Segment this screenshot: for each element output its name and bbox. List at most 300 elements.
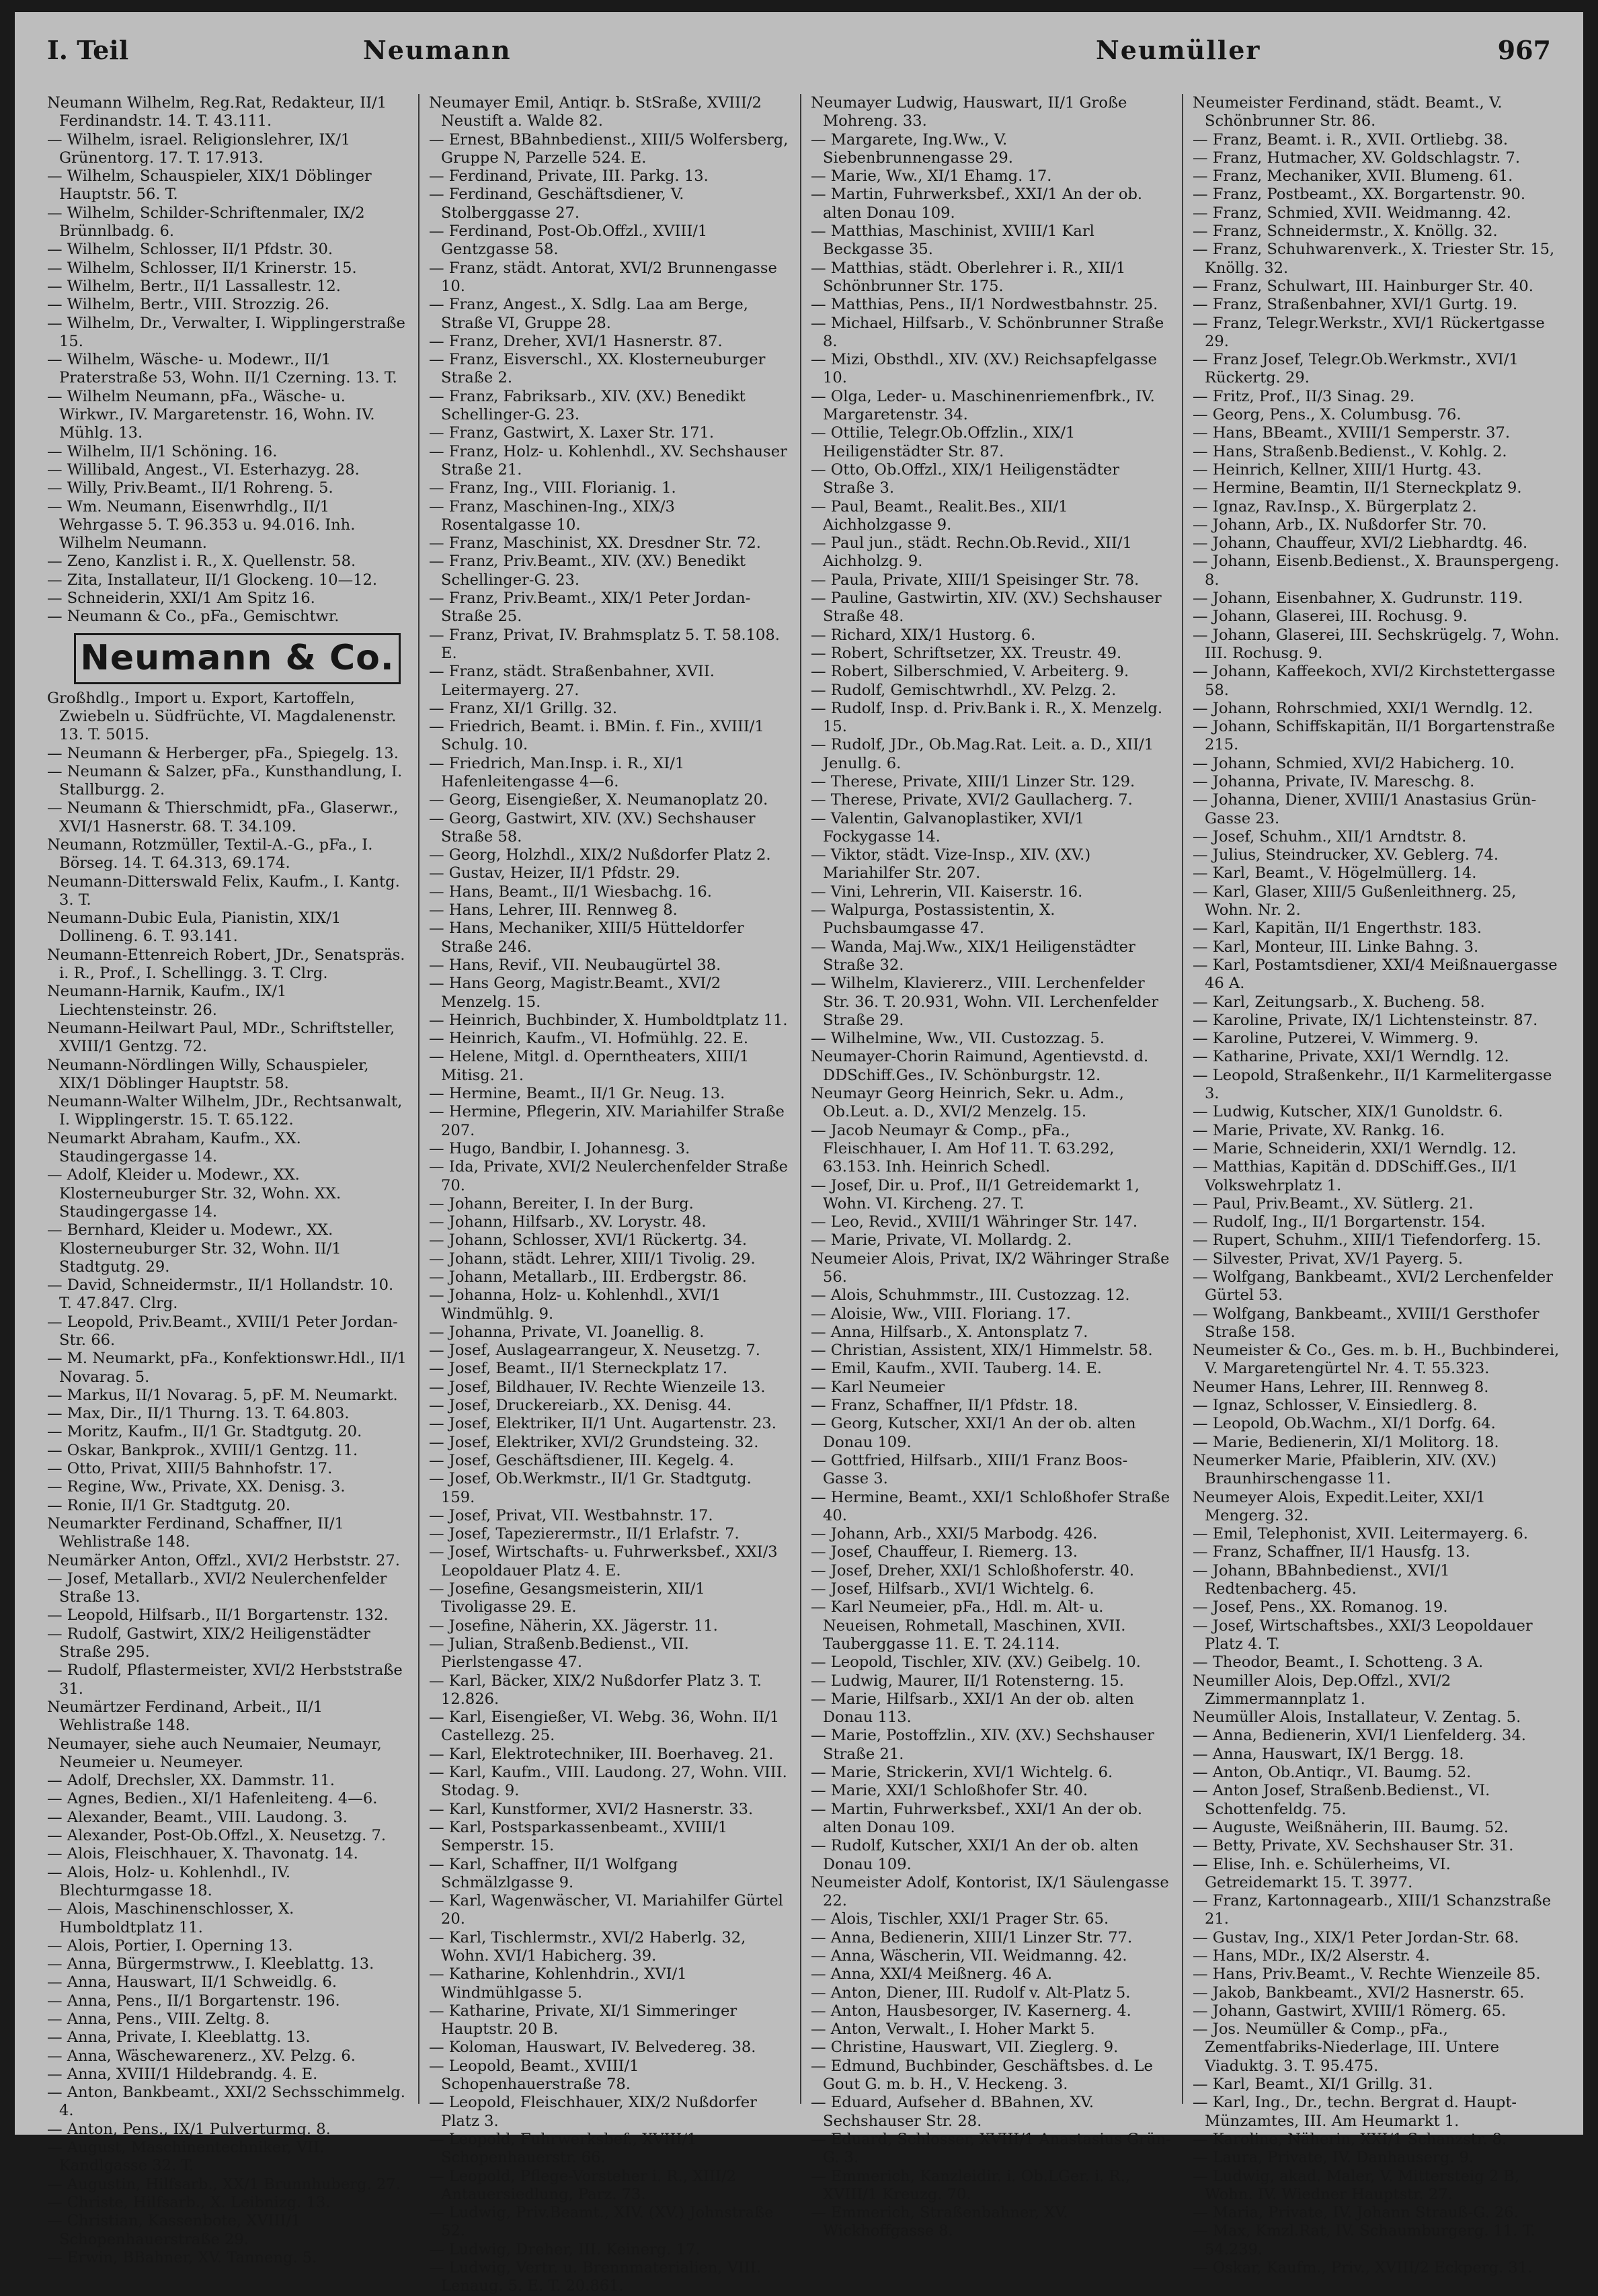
directory-entry: — Hermine, Beamt., XXI/1 Schloßhofer Straße 40. <box>811 1488 1170 1524</box>
directory-entry: — Ludwig, Dreher, III. Keinerg. 17. <box>429 2240 701 2258</box>
directory-entry: — Franz, Maschinist, XX. Dresdner Str. 72. <box>429 534 761 552</box>
directory-entry: — Johann, Glaserei, III. Rochusg. 9. <box>1193 608 1468 626</box>
directory-entry: — Theodor, Beamt., I. Schotteng. 3 A. <box>1193 1653 1484 1672</box>
directory-entry: — Willibald, Angest., VI. Esterhazyg. 28. <box>47 460 360 479</box>
directory-entry: — Anton, Ob.Antiqr., VI. Baumg. 52. <box>1193 1764 1472 1782</box>
directory-entry: — Franz, Ing., VIII. Florianig. 1. <box>429 479 676 497</box>
directory-entry: — Robert, Schriftsetzer, XX. Treustr. 49. <box>811 644 1122 662</box>
directory-entry: Neumeister & Co., Ges. m. b. H., Buchbinderei, V. Margaretengürtel Nr. 4. T. 55.323. <box>1193 1342 1560 1378</box>
directory-entry: — Vini, Lehrerin, VII. Kaiserstr. 16. <box>811 883 1083 901</box>
directory-entry: — Karl, Kapitän, II/1 Engerthstr. 183. <box>1193 919 1482 938</box>
directory-entry: — Marie, Schneiderin, XXI/1 Werndlg. 12. <box>1193 1139 1517 1157</box>
directory-entry: — Karl, Postamtsdiener, XXI/4 Meißnauergasse 46 A. <box>1193 956 1558 993</box>
directory-entry: — Martin, Fuhrwerksbef., XXI/1 An der ob. alten Donau 109. <box>811 186 1143 222</box>
directory-entry: Neumiller Alois, Dep.Offzl., XVI/2 Zimmermannplatz 1. <box>1193 1672 1451 1708</box>
directory-entry: — Josef, Bildhauer, IV. Rechte Wienzeile 13. <box>429 1378 766 1396</box>
directory-entry: — Zita, Installateur, II/1 Glockeng. 10—12. <box>47 571 378 589</box>
directory-entry: — Georg, Eisengießer, X. Neumanoplatz 20. <box>429 791 768 809</box>
directory-entry: — Josef, Tapezierermstr., II/1 Erlafstr. 7. <box>429 1525 740 1543</box>
directory-entry: — Karl, Bäcker, XIX/2 Nußdorfer Platz 3. T. 12.826. <box>429 1672 762 1708</box>
directory-entry: — Anna, Bedienerin, XVI/1 Lienfelderg. 34. <box>1193 1727 1526 1745</box>
directory-entry: — Alexander, Beamt., VIII. Laudong. 3. <box>47 1808 348 1826</box>
directory-entry: Neumann-Heilwart Paul, MDr., Schriftsteller, XVIII/1 Gentzg. 72. <box>47 1019 395 1056</box>
directory-entry: — Maria, Private, IV. Johann Strauß-G. 26. <box>1193 2204 1519 2222</box>
directory-entry: — Karl, Postsparkassenbeamt., XVIII/1 Semperstr. 15. <box>429 1818 728 1855</box>
directory-entry: — Hermine, Beamt., II/1 Gr. Neug. 13. <box>429 1085 725 1103</box>
directory-entry: — Marie, Private, VI. Mollardg. 2. <box>811 1231 1072 1249</box>
directory-entry: — Anton Josef, Straßenb.Bedienst., VI. Schottenfeldg. 75. <box>1193 1782 1490 1818</box>
directory-entry: — Ida, Private, XVI/2 Neulerchenfelder Straße 70. <box>429 1158 789 1194</box>
directory-entry: — Richard, XIX/1 Hustorg. 6. <box>811 626 1036 644</box>
directory-entry: — Franz, Schuhwarenverk., X. Triester Str. 15, Knöllg. 32. <box>1193 241 1555 277</box>
directory-entry: Neumann-Nördlingen Willy, Schauspieler, XIX/1 Döblinger Hauptstr. 58. <box>47 1056 369 1092</box>
directory-entry: — Ronie, II/1 Gr. Stadtgutg. 20. <box>47 1496 291 1514</box>
directory-entry: Neumeister Ferdinand, städt. Beamt., V. Schönbrunner Str. 86. <box>1193 94 1503 130</box>
directory-entry: — Jakob, Bankbeamt., XVI/2 Hasnerstr. 65. <box>1193 1983 1525 2002</box>
directory-entry: Neumeyer Alois, Expedit.Leiter, XXI/1 Mengerg. 32. <box>1193 1488 1486 1524</box>
directory-entry: — Josef, Wirtschaftsbes., XXI/3 Leopoldauer Platz 4. T. <box>1193 1616 1533 1653</box>
directory-entry: — Mizi, Obsthdl., XIV. (XV.) Reichsapfelgasse 10. <box>811 351 1158 387</box>
directory-entry: — Margarete, Ing.Ww., V. Siebenbrunnengasse 29. <box>811 130 1013 167</box>
column-3 <box>811 94 1171 2240</box>
directory-page <box>15 12 1583 2295</box>
directory-entry: — Koloman, Hauswart, IV. Belvedereg. 38. <box>429 2039 756 2057</box>
directory-entry: — Christian, Assistent, XIX/1 Himmelstr. 58. <box>811 1342 1153 1360</box>
directory-entry: — Wilhelm, Schlosser, II/1 Krinerstr. 15. <box>47 259 357 277</box>
directory-entry: — Regine, Ww., Private, XX. Denisg. 3. <box>47 1478 346 1496</box>
directory-entry: — Josefine, Näherin, XX. Jägerstr. 11. <box>429 1616 718 1635</box>
directory-entry: — Ottilie, Telegr.Ob.Offzlin., XIX/1 Heiligenstädter Str. 87. <box>811 424 1076 460</box>
directory-entry: — Heinrich, Kellner, XIII/1 Hurtg. 43. <box>1193 460 1482 479</box>
directory-entry: — Franz, Angest., X. Sdlg. Laa am Berge, Straße VI, Gruppe 28. <box>429 296 748 332</box>
directory-entry: — Alois, Maschinenschlosser, X. Humboldtplatz 11. <box>47 1900 294 1936</box>
directory-entry: — Anna, XVIII/1 Hildebrandg. 4. E. <box>47 2065 318 2083</box>
directory-entry: — Wm. Neumann, Eisenwrhdlg., II/1 Wehrgasse 5. T. 96.353 u. 94.016. Inh. Wilhelm Neumann. <box>47 497 356 552</box>
directory-entry: — Rudolf, Pflastermeister, XVI/2 Herbststraße 31. <box>47 1662 403 1698</box>
directory-entry: — Karl, Tischlermstr., XVI/2 Haberlg. 32, Wohn. XVI/1 Habicherg. 39. <box>429 1928 746 1965</box>
directory-entry: — Paul, Beamt., Realit.Bes., XII/1 Aichholzgasse 9. <box>811 497 1068 534</box>
directory-entry: — Marie, Bedienerin, XI/1 Molitorg. 18. <box>1193 1433 1499 1451</box>
directory-entry: — Wilhelm, israel. Religionslehrer, IX/1 Grünentorg. 17. T. 17.913. <box>47 130 351 167</box>
directory-entry: — Moritz, Kaufm., II/1 Gr. Stadtgutg. 20. <box>47 1423 362 1441</box>
directory-entry: — Franz, Kartonnagearb., XIII/1 Schanzstraße 21. <box>1193 1892 1552 1928</box>
directory-entry: — Pauline, Gastwirtin, XIV. (XV.) Sechshauser Straße 48. <box>811 589 1162 626</box>
directory-entry: — Karl, Glaser, XIII/5 Gußenleithnerg. 25, Wohn. Nr. 2. <box>1193 883 1517 919</box>
directory-entry: — Josef, Auslagearrangeur, X. Neusetzg. 7. <box>429 1342 760 1360</box>
directory-entry: — Ferdinand, Post-Ob.Offzl., XVIII/1 Gentzgasse 58. <box>429 222 708 259</box>
directory-entry: — Wilhelm, Bertr., VIII. Strozzig. 26. <box>47 296 329 314</box>
directory-entry: — Marie, Postoffzlin., XIV. (XV.) Sechshauser Straße 21. <box>811 1727 1154 1763</box>
directory-entry: — Franz, Gastwirt, X. Laxer Str. 171. <box>429 424 715 442</box>
directory-entry: — Anton, Verwalt., I. Hoher Markt 5. <box>811 2020 1095 2039</box>
directory-entry: — Friedrich, Man.Insp. i. R., XI/1 Hafenleitengasse 4—6. <box>429 754 685 790</box>
directory-entry: — Fritz, Prof., II/3 Sinag. 29. <box>1193 387 1415 405</box>
directory-entry: — Viktor, städt. Vize-Insp., XIV. (XV.) Mariahilfer Str. 207. <box>811 846 1091 883</box>
directory-entry: — Leopold, Pflege-Vorsteher i. R., XIII/2 Antauersiedlung, Parz. 73. <box>429 2167 736 2203</box>
directory-entry: — Hans, Revif., VII. Neubaugürtel 38. <box>429 956 721 974</box>
directory-entry: — Franz, Priv.Beamt., XIV. (XV.) Benedikt Schellinger-G. 23. <box>429 552 746 589</box>
directory-entry: — Wanda, Maj.Ww., XIX/1 Heiligenstädter Straße 32. <box>811 938 1135 974</box>
directory-entry: — Wilhelmine, Ww., VII. Custozzag. 5. <box>811 1030 1105 1048</box>
directory-entry: — Matthias, städt. Oberlehrer i. R., XII/1 Schönbrunner Str. 175. <box>811 259 1126 295</box>
directory-entry: — Heinrich, Buchbinder, X. Humboldtplatz 11. <box>429 1011 788 1029</box>
directory-entry: — Johann, Arb., XXI/5 Marbodg. 426. <box>811 1525 1098 1543</box>
directory-entry: — Jacob Neumayr & Comp., pFa., Fleischhauer, I. Am Hof 11. T. 63.292, 63.153. Inh. Heinrich Schedl. <box>811 1121 1115 1176</box>
directory-entry: — Karl, Schaffner, II/1 Wolfgang Schmälzlgasse 9. <box>429 1855 678 1891</box>
directory-entry: — Karl, Ing., Dr., techn. Bergrat d. Haupt-Münzamtes, III. Am Heumarkt 1. <box>1193 2094 1517 2130</box>
directory-entry: — Georg, Pens., X. Columbusg. 76. <box>1193 406 1462 424</box>
directory-entry: Neumarkt Abraham, Kaufm., XX. Staudingergasse 14. <box>47 1129 301 1166</box>
directory-entry: — Karl, Monteur, III. Linke Bahng. 3. <box>1193 938 1479 956</box>
directory-entry: — Karoline, Näherin, XXI/1 Schanzstr. 8. <box>1193 2130 1507 2148</box>
directory-entry: Neumarkter Ferdinand, Schaffner, II/1 Wehlistraße 148. <box>47 1514 344 1551</box>
directory-entry: — Ludwig, Vertr. u. Brennmaterialien, VIII. Lenaug. 5. E. T. 20.861. <box>429 2259 762 2295</box>
directory-entry: — Anton, Bankbeamt., XXI/2 Sechsschimmelg. 4. <box>47 2084 405 2120</box>
directory-entry: — Silvester, Privat, XV/1 Payerg. 5. <box>1193 1249 1464 1268</box>
directory-entry: — Johann, Gastwirt, XVIII/1 Römerg. 65. <box>1193 2002 1507 2020</box>
directory-entry: — Christe, Hilfsarb., X. Leibnizg. 13. <box>47 2193 331 2211</box>
directory-entry: — Gustav, Heizer, II/1 Pfdstr. 29. <box>429 864 680 883</box>
directory-entry: — Rudolf, Gastwirt, XIX/2 Heiligenstädter Straße 295. <box>47 1625 370 1662</box>
directory-entry: — Christine, Hauswart, VII. Zieglerg. 9. <box>811 2039 1119 2057</box>
directory-entry: — Rupert, Schuhm., XIII/1 Tiefendorferg. 15. <box>1193 1231 1542 1249</box>
directory-entry: — Franz, XI/1 Grillg. 32. <box>429 699 618 717</box>
directory-entry: — Anna, Private, I. Kleeblattg. 13. <box>47 2028 311 2047</box>
directory-entry: Großhdlg., Import u. Export, Kartoffeln, Zwiebeln u. Südfrüchte, VI. Magdalenenstr. 13. T. 5015. <box>47 689 397 744</box>
directory-entry: — Wilhelm, Schauspieler, XIX/1 Döblinger Hauptstr. 56. T. <box>47 167 372 204</box>
directory-entry: — Erwin, BBahner, XV. Tanneng. 5. <box>47 2248 317 2266</box>
directory-entry: — Franz, Privat, IV. Brahmsplatz 5. T. 58.108. E. <box>429 626 780 662</box>
directory-entry: — Franz, Schneidermstr., X. Knöllg. 32. <box>1193 222 1498 241</box>
directory-entry: — Johann, Arb., IX. Nußdorfer Str. 70. <box>1193 516 1487 534</box>
advertisement-box: Neumann & Co. <box>74 633 401 684</box>
directory-entry: — Zeno, Kanzlist i. R., X. Quellenstr. 58. <box>47 552 356 571</box>
directory-entry: — Edmund, Buchbinder, Geschäftsbes. d. Le Gout G. m. b. H., V. Heckeng. 3. <box>811 2057 1153 2094</box>
directory-entry: — Franz, Priv.Beamt., XIX/1 Peter Jordan-Straße 25. <box>429 589 751 626</box>
directory-entry: — Josef, Schuhm., XII/1 Arndtstr. 8. <box>1193 827 1467 846</box>
directory-entry: — Josef, Dreher, XXI/1 Schloßhoferstr. 40. <box>811 1561 1135 1580</box>
directory-entry: — Franz, Hutmacher, XV. Goldschlagstr. 7. <box>1193 149 1521 167</box>
directory-entry: — Johann, Rohrschmied, XXI/1 Werndlg. 12. <box>1193 699 1533 717</box>
directory-entry: — Ernest, BBahnbedienst., XIII/5 Wolfersberg, Gruppe N, Parzelle 524. E. <box>429 130 789 167</box>
directory-entry: — August, Maschinentechniker, VII. Kandlgasse 32. T. <box>47 2139 325 2175</box>
directory-entry: — Hans, Lehrer, III. Rennweg 8. <box>429 901 678 919</box>
directory-entry: Neumann-Ditterswald Felix, Kaufm., I. Kantg. 3. T. <box>47 872 400 909</box>
directory-entry: — Josef, Beamt., II/1 Sterneckplatz 17. <box>429 1360 728 1378</box>
directory-entry: — Hermine, Pflegerin, XIV. Mariahilfer Straße 207. <box>429 1103 785 1139</box>
directory-entry: — Johanna, Holz- u. Kohlenhdl., XVI/1 Windmühlg. 9. <box>429 1286 721 1323</box>
directory-entry: — Johann, Glaserei, III. Sechskrügelg. 7, Wohn. III. Rochusg. 9. <box>1193 626 1560 662</box>
directory-entry: — Matthias, Pens., II/1 Nordwestbahnstr. 25. <box>811 296 1158 314</box>
directory-entry: — Neumann & Salzer, pFa., Kunsthandlung, I. Stallburgg. 2. <box>47 762 403 799</box>
directory-entry: — Anna, Bedienerin, XIII/1 Linzer Str. 77. <box>811 1928 1133 1946</box>
directory-entry: — Hans, Straßenb.Bedienst., V. Kohlg. 2. <box>1193 442 1507 460</box>
directory-entry: — Christian, Kassenbote, XVIII/1 Schopenhauerstraße 29. <box>47 2212 301 2248</box>
directory-entry: — Franz, Schaffner, II/1 Pfdstr. 18. <box>811 1397 1078 1415</box>
directory-entry: — Franz, Maschinen-Ing., XIX/3 Rosentalgasse 10. <box>429 497 675 534</box>
directory-entry: — Gottfried, Hilfsarb., XIII/1 Franz Boos-Gasse 3. <box>811 1451 1128 1488</box>
directory-entry: — Gustav, Ing., XIX/1 Peter Jordan-Str. 68. <box>1193 1928 1519 1946</box>
directory-entry: — Anton, Hausbesorger, IV. Kasernerg. 4. <box>811 2002 1131 2020</box>
directory-entry: — Wilhelm, Wäsche- u. Modewr., II/1 Praterstraße 53, Wohn. II/1 Czerning. 13. T. <box>47 351 397 387</box>
directory-entry: — Marie, Strickerin, XVI/1 Wichtelg. 6. <box>811 1764 1113 1782</box>
directory-entry: — Franz Josef, Telegr.Ob.Werkmstr., XVI/1 Rückertg. 29. <box>1193 351 1519 387</box>
directory-entry: — Betty, Private, XV. Sechshauser Str. 31. <box>1193 1837 1514 1855</box>
directory-entry: — Karl, Beamt., V. Högelmüllerg. 14. <box>1193 864 1477 883</box>
directory-entry: — Johanna, Private, IV. Mareschg. 8. <box>1193 772 1475 790</box>
directory-entry: — Johann, Eisenbahner, X. Gudrunstr. 119. <box>1193 589 1523 608</box>
directory-entry: Neumann-Dubic Eula, Pianistin, XIX/1 Dollineng. 6. T. 93.141. <box>47 909 342 946</box>
directory-entry: — Ludwig, Kutscher, XIX/1 Gunoldstr. 6. <box>1193 1103 1503 1121</box>
directory-entry: — Hans, Priv.Beamt., V. Rechte Wienzeile 85. <box>1193 1965 1541 1983</box>
directory-entry: — Bernhard, Kleider u. Modewr., XX. Klosterneuburger Str. 32, Wohn. II/1 Stadtgutg. 29. <box>47 1221 342 1276</box>
directory-entry: — Rudolf, Ing., II/1 Borgartenstr. 154. <box>1193 1213 1486 1231</box>
directory-entry: Neumayer Emil, Antiqr. b. StSraße, XVIII/2 Neustift a. Walde 82. <box>429 94 762 130</box>
directory-entry: — Hans Georg, Magistr.Beamt., XVI/2 Menzelg. 15. <box>429 975 721 1011</box>
directory-entry: — Alois, Holz- u. Kohlenhdl., IV. Blechturmgasse 18. <box>47 1863 291 1899</box>
directory-entry: — Johann, Chauffeur, XVI/2 Liebhardtg. 46. <box>1193 534 1528 552</box>
directory-entry: — Elise, Inh. e. Schülerheims, VI. Getreidemarkt 15. T. 3977. <box>1193 1855 1451 1891</box>
directory-entry: — Johann, Hilfsarb., XV. Lorystr. 48. <box>429 1213 707 1231</box>
directory-entry: — Otto, Ob.Offzl., XIX/1 Heiligenstädter Straße 3. <box>811 460 1120 497</box>
directory-entry: — Eduard, Aufseher d. BBahnen, XV. Sechshauser Str. 28. <box>811 2094 1094 2130</box>
directory-entry: — Oskar, Bankprok., XVIII/1 Gentzg. 11. <box>47 1441 358 1459</box>
directory-entry: — Max, Dir., II/1 Thurng. 13. T. 64.803. <box>47 1405 350 1423</box>
directory-entry: Neumärtzer Ferdinand, Arbeit., II/1 Wehlistraße 148. <box>47 1698 323 1735</box>
directory-entry: — Marie, Hilfsarb., XXI/1 An der ob. alten Donau 113. <box>811 1690 1134 1727</box>
directory-entry: — Walpurga, Postassistentin, X. Puchsbaumgasse 47. <box>811 901 1055 938</box>
directory-entry: — Karl, Beamt., XI/1 Grillg. 31. <box>1193 2076 1433 2094</box>
directory-entry: — Josef, Privat, VII. Westbahnstr. 17. <box>429 1506 713 1524</box>
directory-entry: — Marie, Private, XV. Rankg. 16. <box>1193 1121 1445 1139</box>
directory-entry: — Paul, Priv.Beamt., XV. Sütlerg. 21. <box>1193 1194 1474 1213</box>
directory-entry: — Johann, BBahnbedienst., XVI/1 Redtenbacherg. 45. <box>1193 1561 1450 1598</box>
directory-entry: — Markus, II/1 Novarag. 5, pF. M. Neumarkt. <box>47 1386 398 1404</box>
column-divider <box>800 94 801 2104</box>
directory-entry: — Leopold, Fleischhauer, XIX/2 Nußdorfer Platz 3. <box>429 2094 757 2130</box>
directory-entry: — Emil, Kaufm., XVII. Tauberg. 14. E. <box>811 1360 1102 1378</box>
directory-entry: — Anton, Pens., IX/1 Pulverturmg. 8. <box>47 2120 331 2138</box>
directory-entry: — Anton, Diener, III. Rudolf v. Alt-Platz 5. <box>811 1983 1131 2002</box>
directory-entry: — Auguste, Weißnäherin, III. Baumg. 52. <box>1193 1818 1509 1836</box>
directory-entry: — Therese, Private, XIII/1 Linzer Str. 129. <box>811 772 1135 790</box>
directory-entry: — Franz, Dreher, XVI/1 Hasnerstr. 87. <box>429 332 723 350</box>
directory-entry: — Marie, XXI/1 Schloßhofer Str. 40. <box>811 1782 1088 1800</box>
directory-entry: — Adolf, Drechsler, XX. Dammstr. 11. <box>47 1772 335 1790</box>
directory-entry: Neumann-Walter Wilhelm, JDr., Rechtsanwalt, I. Wipplingerstr. 15. T. 65.122. <box>47 1093 403 1129</box>
directory-entry: — Hans, BBeamt., XVIII/1 Semperstr. 37. <box>1193 424 1511 442</box>
column-1 <box>47 94 407 2266</box>
directory-entry: — Alois, Schuhmmstr., III. Custozzag. 12. <box>811 1286 1130 1305</box>
directory-entry: — Aloisie, Ww., VIII. Floriang. 17. <box>811 1305 1071 1323</box>
directory-entry: — Hugo, Bandbir, I. Johannesg. 3. <box>429 1139 690 1157</box>
directory-entry: — Laura, Private, IV. Danhauserg. 9. <box>1193 2149 1474 2167</box>
directory-entry: — Adolf, Kleider u. Modewr., XX. Klosterneuburger Str. 32, Wohn. XX. Staudingergasse 14. <box>47 1166 342 1221</box>
directory-entry: — Josef, Wirtschafts- u. Fuhrwerksbef., XXI/3 Leopoldauer Platz 4. E. <box>429 1543 778 1580</box>
directory-entry: — Franz, Beamt. i. R., XVII. Ortliebg. 38. <box>1193 130 1509 149</box>
directory-entry: — Franz, Schulwart, III. Hainburger Str. 40. <box>1193 277 1533 295</box>
directory-entry: — Wilhelm Neumann, pFa., Wäsche- u. Wirkwr., IV. Margaretenstr. 16, Wohn. IV. Mühlg. 13. <box>47 387 375 442</box>
directory-entry: — Karoline, Putzerei, V. Wimmerg. 9. <box>1193 1030 1479 1048</box>
directory-entry: — Anna, Wäschewarenerz., XV. Pelzg. 6. <box>47 2047 356 2065</box>
directory-entry: — Anna, Pens., VIII. Zeltg. 8. <box>47 2010 270 2028</box>
directory-entry: Neumayr Georg Heinrich, Sekr. u. Adm., Ob.Leut. a. D., XVI/2 Menzelg. 15. <box>811 1085 1124 1121</box>
directory-entry: Neumärker Anton, Offzl., XVI/2 Herbststr. 27. <box>47 1551 400 1569</box>
directory-entry: Neumer Hans, Lehrer, III. Rennweg 8. <box>1193 1378 1489 1396</box>
directory-entry: — Matthias, Maschinist, XVIII/1 Karl Beckgasse 35. <box>811 222 1094 259</box>
directory-entry: — Josef, Druckereiarb., XX. Denisg. 44. <box>429 1397 732 1415</box>
directory-entry: — Emmerich, Straßenbahner, XV. Wickhoffgasse 8. <box>811 2204 1068 2240</box>
directory-entry: — Josef, Elektriker, II/1 Unt. Augartenstr. 23. <box>429 1415 776 1433</box>
directory-entry: — Wilhelm, II/1 Schöning. 16. <box>47 442 278 460</box>
directory-entry: — Leopold, Hilfsarb., II/1 Borgartenstr. 132. <box>47 1606 389 1625</box>
page-number: 967 <box>1497 35 1551 65</box>
directory-entry: — Julius, Steindrucker, XV. Geblerg. 74. <box>1193 846 1499 864</box>
directory-entry: — Karl Neumeier <box>811 1378 945 1396</box>
directory-entry: — Wilhelm, Schilder-Schriftenmaler, IX/2 Brünnlbadg. 6. <box>47 204 365 241</box>
directory-entry: — M. Neumarkt, pFa., Konfektionswr.Hdl., II/1 Novarag. 5. <box>47 1350 407 1386</box>
directory-entry: — Ludwig, Priv.Beamt., XIV. (XV.) Johnstraße 52. <box>429 2204 774 2240</box>
directory-entry: — Leopold, Straßenkehr., II/1 Karmelitergasse 3. <box>1193 1066 1552 1103</box>
directory-entry: — Martin, Fuhrwerksbef., XXI/1 An der ob. alten Donau 109. <box>811 1800 1143 1836</box>
directory-entry: — Michael, Hilfsarb., V. Schönbrunner Straße 8. <box>811 314 1164 350</box>
directory-entry: — Franz, Straßenbahner, XVI/1 Gurtg. 19. <box>1193 296 1518 314</box>
directory-entry: — Franz, Eisverschl., XX. Klosterneuburger Straße 2. <box>429 351 766 387</box>
directory-entry: Neumann-Harnik, Kaufm., IX/1 Liechtensteinstr. 26. <box>47 983 287 1019</box>
directory-entry: Neumayer-Chorin Raimund, Agentievstd. d. DDSchiff.Ges., IV. Schönburgstr. 12. <box>811 1048 1149 1084</box>
directory-entry: — Wilhelm, Dr., Verwalter, I. Wipplingerstraße 15. <box>47 314 405 350</box>
directory-entry: Neumann, Rotzmüller, Textil-A.-G., pFa., I. Börseg. 14. T. 64.313, 69.174. <box>47 835 373 872</box>
directory-entry: — Anna, Pens., II/1 Borgartenstr. 196. <box>47 1992 340 2010</box>
directory-entry: — Hans, MDr., IX/2 Alserstr. 4. <box>1193 1946 1430 1965</box>
directory-entry: — Matthias, Kapitän d. DDSchiff.Ges., II/1 Volkswehrplatz 1. <box>1193 1158 1518 1194</box>
directory-entry: — Therese, Private, XVI/2 Gaullacherg. 7. <box>811 791 1133 809</box>
directory-entry: — Max, Kmzl.Rat, IV. Schaumburgerg. 11. T. 54.239. <box>1193 2222 1535 2258</box>
directory-entry: — Leopold, Ob.Wachm., XI/1 Dorfg. 64. <box>1193 1415 1496 1433</box>
directory-entry: Neumayer, siehe auch Neumaier, Neumayr, Neumeier u. Neumeyer. <box>47 1735 382 1771</box>
directory-entry: — Georg, Gastwirt, XIV. (XV.) Sechshauser Straße 58. <box>429 809 756 846</box>
directory-entry: — Eduard, Schlosser, XVIII/1 Anastasius Grün-G. 3. <box>811 2130 1171 2167</box>
directory-entry: — Katharine, Private, XXI/1 Werndlg. 12. <box>1193 1048 1509 1066</box>
directory-entry: — Alexander, Post-Ob.Offzl., X. Neusetzg. 7. <box>47 1827 387 1845</box>
directory-entry: — Neumann & Thierschmidt, pFa., Glaserwr., XVI/1 Hasnerstr. 68. T. 34.109. <box>47 799 399 835</box>
directory-entry: — Paula, Private, XIII/1 Speisinger Str. 78. <box>811 571 1140 589</box>
directory-entry: — Oskar, Kaufm., Priv., XVIII/2 Eckperg. 31. <box>1193 2259 1533 2277</box>
directory-entry: — Josef, Dir. u. Prof., II/1 Getreidemarkt 1, Wohn. VI. Kircheng. 27. T. <box>811 1176 1140 1213</box>
directory-entry: — Leopold, Fuhrwerksbef., XVIII/1 Schopenhauerstr. 66. <box>429 2130 697 2167</box>
page-header <box>47 35 1551 73</box>
directory-entry: — Helene, Mitgl. d. Operntheaters, XIII/1 Mitisg. 21. <box>429 1048 750 1084</box>
directory-entry: — Leopold, Priv.Beamt., XVIII/1 Peter Jordan-Str. 66. <box>47 1313 398 1349</box>
directory-entry: — Hermine, Beamtin, II/1 Sterneckplatz 9. <box>1193 479 1522 497</box>
directory-entry: Neumeister Adolf, Kontorist, IX/1 Säulengasse 22. <box>811 1873 1169 1910</box>
directory-entry: — Rudolf, Gemischtwrhdl., XV. Pelzg. 2. <box>811 681 1117 699</box>
directory-entry: — Ludwig, Maurer, II/1 Rotensterng. 15. <box>811 1672 1124 1690</box>
directory-entry: — Josef, Hilfsarb., XVI/1 Wichtelg. 6. <box>811 1580 1094 1598</box>
directory-entry: — Franz, Schaffner, II/1 Hausfg. 13. <box>1193 1543 1470 1561</box>
directory-entry: — Neumann & Co., pFa., Gemischtwr. <box>47 608 339 626</box>
directory-entry: — Anna, Hauswart, II/1 Schweidlg. 6. <box>47 1973 337 1992</box>
directory-entry: — Ignaz, Rav.Insp., X. Bürgerplatz 2. <box>1193 497 1477 516</box>
directory-entry: — Wilhelm, Schlosser, II/1 Pfdstr. 30. <box>47 241 333 259</box>
directory-entry: — Alois, Tischler, XXI/1 Prager Str. 65. <box>811 1910 1109 1928</box>
column-2 <box>429 94 789 2295</box>
directory-entry: — Wilhelm, Klaviererz., VIII. Lerchenfelder Str. 36. T. 20.931, Wohn. VII. Lerchenfelder Straße 29. <box>811 975 1159 1029</box>
directory-entry: Neumayer Ludwig, Hauswart, II/1 Große Mohreng. 33. <box>811 94 1127 130</box>
directory-entry: — Anna, Bürgermstrww., I. Kleeblattg. 13. <box>47 1955 374 1973</box>
directory-entry: — Karl Neumeier, pFa., Hdl. m. Alt- u. Neueisen, Rohmetall, Maschinen, XVII. Tauberggasse 11. E. T. 24.114. <box>811 1598 1126 1653</box>
directory-entry: — Johanna, Diener, XVIII/1 Anastasius Grün-Gasse 23. <box>1193 791 1537 827</box>
directory-entry: — Josefine, Gesangsmeisterin, XII/1 Tivoligasse 29. E. <box>429 1580 705 1616</box>
directory-entry: Neumann Wilhelm, Reg.Rat, Redakteur, II/1 Ferdinandstr. 14. T. 43.111. <box>47 94 387 130</box>
directory-entry: — Neumann & Herberger, pFa., Spiegelg. 13. <box>47 744 399 762</box>
column-divider <box>418 94 420 2104</box>
directory-entry: — Wolfgang, Bankbeamt., XVI/2 Lerchenfelder Gürtel 53. <box>1193 1268 1554 1305</box>
directory-entry: — Friedrich, Beamt. i. BMin. f. Fin., XVIII/1 Schulg. 10. <box>429 718 764 754</box>
directory-entry: — Johann, Schiffskapitän, II/1 Borgartenstraße 215. <box>1193 718 1555 754</box>
directory-entry: — Leo, Revid., XVIII/1 Währinger Str. 147. <box>811 1213 1138 1231</box>
directory-entry: — Franz, Postbeamt., XX. Borgartenstr. 90. <box>1193 186 1526 204</box>
directory-entry: — Paul jun., städt. Rechn.Ob.Revid., XII/1 Aichholzg. 9. <box>811 534 1132 571</box>
directory-entry: — Johanna, Private, VI. Joanellig. 8. <box>429 1323 705 1341</box>
directory-entry: — Franz, Holz- u. Kohlenhdl., XV. Sechshauser Straße 21. <box>429 442 787 479</box>
directory-entry: — Josef, Ob.Werkmstr., II/1 Gr. Stadtgutg. 159. <box>429 1470 752 1506</box>
directory-entry: — Emmerich, Kanzleidir. i. Ob.LGer. i. R., XVIII/1 Kreuzg. 70. <box>811 2167 1130 2203</box>
directory-entry: — Josef, Elektriker, XVI/2 Grundsteing. 32. <box>429 1433 759 1451</box>
directory-entry: — Anna, Hauswart, IX/1 Bergg. 18. <box>1193 1745 1464 1763</box>
right-running-head: Neumüller <box>1096 35 1261 65</box>
directory-entry: — Leopold, Beamt., XVIII/1 Schopenhauerstraße 78. <box>429 2057 639 2094</box>
directory-entry: — Otto, Privat, XIII/5 Bahnhofstr. 17. <box>47 1460 333 1478</box>
directory-entry: — Anna, XXI/4 Meißnerg. 46 A. <box>811 1965 1053 1983</box>
directory-entry: — Robert, Silberschmied, V. Arbeiterg. 9. <box>811 663 1129 681</box>
directory-entry: — Johann, städt. Lehrer, XIII/1 Tivolig. 29. <box>429 1249 756 1268</box>
directory-entry: — Ignaz, Schlosser, V. Einsiedlerg. 8. <box>1193 1397 1478 1415</box>
directory-entry: — Ludwig, akad. Maler, V. Mittersteig 2 B, Wohn. IV. Wiedner Hauptstr. 27. <box>1193 2167 1520 2203</box>
directory-entry: — Rudolf, JDr., Ob.Mag.Rat. Leit. a. D., XII/1 Jenullg. 6. <box>811 736 1154 772</box>
directory-entry: — Alois, Fleischhauer, X. Thavonatg. 14. <box>47 1845 358 1863</box>
directory-entry: — Franz, Schmied, XVII. Weidmanng. 42. <box>1193 204 1511 222</box>
directory-entry: — Karl, Kunstformer, XVI/2 Hasnerstr. 33. <box>429 1800 754 1818</box>
directory-entry: — Wilhelm, Bertr., II/1 Lassallestr. 12. <box>47 277 341 295</box>
directory-entry: — Josef, Geschäftsdiener, III. Kegelg. 4. <box>429 1451 734 1469</box>
directory-entry: — Anna, Hilfsarb., X. Antonsplatz 7. <box>811 1323 1088 1341</box>
directory-entry: — Johann, Bereiter, I. In der Burg. <box>429 1194 694 1213</box>
directory-entry: — Georg, Holzhdl., XIX/2 Nußdorfer Platz 2. <box>429 846 771 864</box>
directory-entry: — Josef, Metallarb., XVI/2 Neulerchenfelder Straße 13. <box>47 1569 387 1606</box>
directory-entry: — Katharine, Kohlenhdrin., XVI/1 Windmühlgasse 5. <box>429 1965 687 2002</box>
directory-entry: — Ferdinand, Private, III. Parkg. 13. <box>429 167 709 186</box>
directory-entry: — Leopold, Tischler, XIV. (XV.) Geibelg. 10. <box>811 1653 1141 1672</box>
directory-entry: Neumerker Marie, Pfaiblerin, XIV. (XV.) Braunhirschengasse 11. <box>1193 1451 1496 1488</box>
directory-entry: — Franz, städt. Straßenbahner, XVII. Leitermayerg. 27. <box>429 663 715 699</box>
directory-entry: — David, Schneidermstr., II/1 Hollandstr. 10. T. 47.847. Clrg. <box>47 1276 394 1313</box>
directory-entry: — Karl, Eisengießer, VI. Webg. 36, Wohn. II/1 Castellezg. 25. <box>429 1709 780 1745</box>
directory-entry: — Franz, Mechaniker, XVII. Blumeng. 61. <box>1193 167 1513 186</box>
directory-entry: — Heinrich, Kaufm., VI. Hofmühlg. 22. E. <box>429 1030 749 1048</box>
directory-entry: Neumüller Alois, Installateur, V. Zentag. 5. <box>1193 1709 1521 1727</box>
directory-entry: — Franz, Fabriksarb., XIV. (XV.) Benedikt Schellinger-G. 23. <box>429 387 746 424</box>
directory-entry: — Johann, Schmied, XVI/2 Habicherg. 10. <box>1193 754 1515 772</box>
directory-entry: — Rudolf, Insp. d. Priv.Bank i. R., X. Menzelg. 15. <box>811 699 1163 736</box>
directory-entry: — Karl, Zeitungsarb., X. Bucheng. 58. <box>1193 993 1485 1011</box>
directory-entry: — Karl, Elektrotechniker, III. Boerhaveg. 21. <box>429 1745 774 1763</box>
column-divider <box>1182 94 1183 2104</box>
directory-entry: — Agnes, Bedien., XI/1 Hafenleiteng. 4—6. <box>47 1790 378 1808</box>
directory-entry: — Alois, Portier, I. Operning 13. <box>47 1936 293 1955</box>
directory-entry: — Augustin, Hilfsarb., XX/1 Brunnhuberg. 27. <box>47 2175 401 2193</box>
directory-entry: — Schneiderin, XXI/1 Am Spitz 16. <box>47 589 315 608</box>
